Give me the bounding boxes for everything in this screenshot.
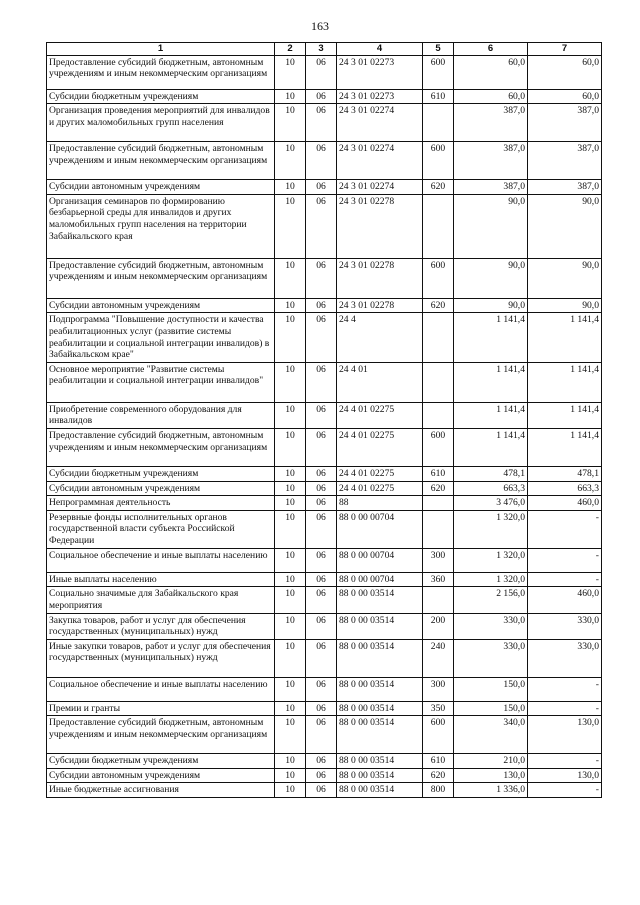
subsection-code-cell: 06 xyxy=(306,142,337,180)
expense-type-cell: 200 xyxy=(423,613,454,639)
item-name-cell: Предоставление субсидий бюджетным, автономным учреждениям и иным некоммерческим организациям xyxy=(47,716,275,754)
amount-cell: 330,0 xyxy=(454,613,528,639)
amount-cell: 1 320,0 xyxy=(454,510,528,548)
section-code-cell: 10 xyxy=(275,298,306,313)
expense-type-cell xyxy=(423,587,454,613)
amount-cell: - xyxy=(528,548,602,572)
section-code-cell: 10 xyxy=(275,496,306,511)
target-article-cell: 24 4 01 02275 xyxy=(337,402,423,428)
subsection-code-cell: 06 xyxy=(306,402,337,428)
item-name-cell: Социальное обеспечение и иные выплаты населению xyxy=(47,548,275,572)
amount-cell: 60,0 xyxy=(528,89,602,104)
amount-cell: 90,0 xyxy=(528,298,602,313)
item-name-cell: Субсидии бюджетным учреждениям xyxy=(47,754,275,769)
table-row xyxy=(47,677,602,701)
section-code-cell: 10 xyxy=(275,362,306,402)
section-code-cell: 10 xyxy=(275,754,306,769)
target-article-cell: 24 3 01 02278 xyxy=(337,258,423,298)
section-code-cell: 10 xyxy=(275,313,306,362)
expense-type-cell xyxy=(423,104,454,142)
target-article-cell: 24 3 01 02273 xyxy=(337,55,423,89)
item-name-cell: Закупка товаров, работ и услуг для обеспечения государственных (муниципальных) нужд xyxy=(47,613,275,639)
item-name-cell: Иные выплаты населению xyxy=(47,572,275,587)
expense-type-cell: 600 xyxy=(423,428,454,466)
amount-cell: 387,0 xyxy=(454,180,528,195)
target-article-cell: 24 3 01 02273 xyxy=(337,89,423,104)
item-name-cell: Субсидии бюджетным учреждениям xyxy=(47,466,275,481)
amount-cell: 60,0 xyxy=(454,89,528,104)
expense-type-cell xyxy=(423,313,454,362)
section-code-cell: 10 xyxy=(275,194,306,258)
subsection-code-cell: 06 xyxy=(306,180,337,195)
expense-type-cell xyxy=(423,194,454,258)
expense-type-cell: 350 xyxy=(423,701,454,716)
item-name-cell: Предоставление субсидий бюджетным, автономным учреждениям и иным некоммерческим организациям xyxy=(47,142,275,180)
table-row xyxy=(47,466,602,481)
section-code-cell: 10 xyxy=(275,104,306,142)
amount-cell: 60,0 xyxy=(454,55,528,89)
budget-table xyxy=(46,42,602,798)
section-code-cell: 10 xyxy=(275,639,306,677)
subsection-code-cell: 06 xyxy=(306,701,337,716)
subsection-code-cell: 06 xyxy=(306,55,337,89)
expense-type-cell: 300 xyxy=(423,548,454,572)
target-article-cell: 24 3 01 02278 xyxy=(337,194,423,258)
amount-cell: 150,0 xyxy=(454,701,528,716)
table-row xyxy=(47,55,602,89)
expense-type-cell: 800 xyxy=(423,783,454,798)
table-row xyxy=(47,496,602,511)
amount-cell: - xyxy=(528,754,602,769)
table-row xyxy=(47,783,602,798)
column-header: 3 xyxy=(306,43,337,56)
target-article-cell: 88 xyxy=(337,496,423,511)
subsection-code-cell: 06 xyxy=(306,481,337,496)
section-code-cell: 10 xyxy=(275,258,306,298)
item-name-cell: Организация семинаров по формированию безбарьерной среды для инвалидов и других маломобильных групп населения на территории Забайкальского края xyxy=(47,194,275,258)
amount-cell: 478,1 xyxy=(528,466,602,481)
item-name-cell: Субсидии автономным учреждениям xyxy=(47,768,275,783)
amount-cell: 1 320,0 xyxy=(454,548,528,572)
section-code-cell: 10 xyxy=(275,548,306,572)
section-code-cell: 10 xyxy=(275,466,306,481)
item-name-cell: Предоставление субсидий бюджетным, автономным учреждениям и иным некоммерческим организациям xyxy=(47,428,275,466)
subsection-code-cell: 06 xyxy=(306,194,337,258)
item-name-cell: Предоставление субсидий бюджетным, автономным учреждениям и иным некоммерческим организациям xyxy=(47,55,275,89)
target-article-cell: 24 4 01 xyxy=(337,362,423,402)
target-article-cell: 24 4 01 02275 xyxy=(337,428,423,466)
item-name-cell: Предоставление субсидий бюджетным, автономным учреждениям и иным некоммерческим организациям xyxy=(47,258,275,298)
expense-type-cell: 600 xyxy=(423,716,454,754)
subsection-code-cell: 06 xyxy=(306,298,337,313)
expense-type-cell: 300 xyxy=(423,677,454,701)
target-article-cell: 88 0 00 03514 xyxy=(337,613,423,639)
amount-cell: 90,0 xyxy=(528,258,602,298)
expense-type-cell: 600 xyxy=(423,142,454,180)
amount-cell: 1 141,4 xyxy=(454,313,528,362)
column-header: 6 xyxy=(454,43,528,56)
target-article-cell: 24 3 01 02274 xyxy=(337,142,423,180)
target-article-cell: 24 3 01 02278 xyxy=(337,298,423,313)
expense-type-cell xyxy=(423,402,454,428)
table-row xyxy=(47,754,602,769)
item-name-cell: Субсидии автономным учреждениям xyxy=(47,298,275,313)
table-row xyxy=(47,548,602,572)
item-name-cell: Социально значимые для Забайкальского края мероприятия xyxy=(47,587,275,613)
amount-cell: 1 141,4 xyxy=(454,362,528,402)
amount-cell: 387,0 xyxy=(528,180,602,195)
subsection-code-cell: 06 xyxy=(306,496,337,511)
amount-cell: 663,3 xyxy=(528,481,602,496)
amount-cell: - xyxy=(528,701,602,716)
target-article-cell: 88 0 00 03514 xyxy=(337,639,423,677)
table-row xyxy=(47,613,602,639)
amount-cell: 90,0 xyxy=(454,298,528,313)
table-header-row xyxy=(47,43,602,56)
table-row xyxy=(47,258,602,298)
subsection-code-cell: 06 xyxy=(306,89,337,104)
amount-cell: - xyxy=(528,572,602,587)
target-article-cell: 88 0 00 03514 xyxy=(337,716,423,754)
item-name-cell: Иные бюджетные ассигнования xyxy=(47,783,275,798)
item-name-cell: Резервные фонды исполнительных органов государственной власти субъекта Российской Федерации xyxy=(47,510,275,548)
section-code-cell: 10 xyxy=(275,768,306,783)
amount-cell: 387,0 xyxy=(528,142,602,180)
amount-cell: 460,0 xyxy=(528,496,602,511)
target-article-cell: 24 3 01 02274 xyxy=(337,180,423,195)
amount-cell: 90,0 xyxy=(454,258,528,298)
amount-cell: 387,0 xyxy=(528,104,602,142)
table-row xyxy=(47,298,602,313)
target-article-cell: 88 0 00 03514 xyxy=(337,754,423,769)
subsection-code-cell: 06 xyxy=(306,258,337,298)
expense-type-cell: 620 xyxy=(423,298,454,313)
subsection-code-cell: 06 xyxy=(306,716,337,754)
section-code-cell: 10 xyxy=(275,572,306,587)
subsection-code-cell: 06 xyxy=(306,313,337,362)
table-row xyxy=(47,768,602,783)
section-code-cell: 10 xyxy=(275,613,306,639)
subsection-code-cell: 06 xyxy=(306,466,337,481)
amount-cell: 1 141,4 xyxy=(528,428,602,466)
item-name-cell: Непрограммная деятельность xyxy=(47,496,275,511)
target-article-cell: 24 4 01 02275 xyxy=(337,466,423,481)
table-row xyxy=(47,701,602,716)
subsection-code-cell: 06 xyxy=(306,783,337,798)
amount-cell: 1 336,0 xyxy=(454,783,528,798)
item-name-cell: Субсидии бюджетным учреждениям xyxy=(47,89,275,104)
section-code-cell: 10 xyxy=(275,510,306,548)
amount-cell: 90,0 xyxy=(528,194,602,258)
amount-cell: 1 141,4 xyxy=(528,313,602,362)
table-row xyxy=(47,313,602,362)
table-row xyxy=(47,362,602,402)
column-header: 5 xyxy=(423,43,454,56)
expense-type-cell: 600 xyxy=(423,258,454,298)
table-row xyxy=(47,104,602,142)
amount-cell: 387,0 xyxy=(454,142,528,180)
table-row xyxy=(47,180,602,195)
amount-cell: 210,0 xyxy=(454,754,528,769)
item-name-cell: Субсидии автономным учреждениям xyxy=(47,481,275,496)
section-code-cell: 10 xyxy=(275,180,306,195)
expense-type-cell: 620 xyxy=(423,768,454,783)
table-row xyxy=(47,428,602,466)
column-header: 1 xyxy=(47,43,275,56)
item-name-cell: Премии и гранты xyxy=(47,701,275,716)
subsection-code-cell: 06 xyxy=(306,677,337,701)
amount-cell: 130,0 xyxy=(528,768,602,783)
item-name-cell: Субсидии автономным учреждениям xyxy=(47,180,275,195)
amount-cell: 330,0 xyxy=(454,639,528,677)
subsection-code-cell: 06 xyxy=(306,754,337,769)
item-name-cell: Организация проведения мероприятий для инвалидов и других маломобильных групп населения xyxy=(47,104,275,142)
amount-cell: 1 141,4 xyxy=(528,362,602,402)
subsection-code-cell: 06 xyxy=(306,362,337,402)
amount-cell: 130,0 xyxy=(528,716,602,754)
amount-cell: 150,0 xyxy=(454,677,528,701)
expense-type-cell: 610 xyxy=(423,754,454,769)
target-article-cell: 88 0 00 03514 xyxy=(337,783,423,798)
amount-cell: 460,0 xyxy=(528,587,602,613)
section-code-cell: 10 xyxy=(275,701,306,716)
amount-cell: 663,3 xyxy=(454,481,528,496)
expense-type-cell xyxy=(423,496,454,511)
expense-type-cell xyxy=(423,510,454,548)
subsection-code-cell: 06 xyxy=(306,428,337,466)
amount-cell: 478,1 xyxy=(454,466,528,481)
column-header: 2 xyxy=(275,43,306,56)
amount-cell: 90,0 xyxy=(454,194,528,258)
target-article-cell: 88 0 00 00704 xyxy=(337,548,423,572)
expense-type-cell: 240 xyxy=(423,639,454,677)
amount-cell: 3 476,0 xyxy=(454,496,528,511)
table-row xyxy=(47,587,602,613)
target-article-cell: 24 3 01 02274 xyxy=(337,104,423,142)
amount-cell: - xyxy=(528,677,602,701)
expense-type-cell: 620 xyxy=(423,481,454,496)
item-name-cell: Приобретение современного оборудования для инвалидов xyxy=(47,402,275,428)
section-code-cell: 10 xyxy=(275,677,306,701)
expense-type-cell: 610 xyxy=(423,466,454,481)
amount-cell: 130,0 xyxy=(454,768,528,783)
expense-type-cell: 610 xyxy=(423,89,454,104)
subsection-code-cell: 06 xyxy=(306,104,337,142)
subsection-code-cell: 06 xyxy=(306,572,337,587)
table-row xyxy=(47,89,602,104)
section-code-cell: 10 xyxy=(275,587,306,613)
item-name-cell: Подпрограмма "Повышение доступности и качества реабилитационных услуг (развитие системы реабилитации и социальной интеграции инвалидов) в Забайкальском крае" xyxy=(47,313,275,362)
item-name-cell: Социальное обеспечение и иные выплаты населению xyxy=(47,677,275,701)
amount-cell: 1 141,4 xyxy=(528,402,602,428)
target-article-cell: 88 0 00 00704 xyxy=(337,572,423,587)
table-row xyxy=(47,194,602,258)
section-code-cell: 10 xyxy=(275,55,306,89)
table-row xyxy=(47,142,602,180)
target-article-cell: 88 0 00 00704 xyxy=(337,510,423,548)
amount-cell: 2 156,0 xyxy=(454,587,528,613)
column-header: 7 xyxy=(528,43,602,56)
subsection-code-cell: 06 xyxy=(306,768,337,783)
item-name-cell: Основное мероприятие "Развитие системы реабилитации и социальной интеграции инвалидов" xyxy=(47,362,275,402)
amount-cell: 1 141,4 xyxy=(454,428,528,466)
table-row xyxy=(47,639,602,677)
section-code-cell: 10 xyxy=(275,481,306,496)
amount-cell: - xyxy=(528,783,602,798)
amount-cell: 330,0 xyxy=(528,613,602,639)
subsection-code-cell: 06 xyxy=(306,639,337,677)
column-header: 4 xyxy=(337,43,423,56)
subsection-code-cell: 06 xyxy=(306,613,337,639)
amount-cell: 1 141,4 xyxy=(454,402,528,428)
target-article-cell: 24 4 xyxy=(337,313,423,362)
amount-cell: 330,0 xyxy=(528,639,602,677)
table-row xyxy=(47,402,602,428)
section-code-cell: 10 xyxy=(275,783,306,798)
subsection-code-cell: 06 xyxy=(306,548,337,572)
table-row xyxy=(47,510,602,548)
amount-cell: 60,0 xyxy=(528,55,602,89)
item-name-cell: Иные закупки товаров, работ и услуг для обеспечения государственных (муниципальных) нужд xyxy=(47,639,275,677)
subsection-code-cell: 06 xyxy=(306,587,337,613)
expense-type-cell: 620 xyxy=(423,180,454,195)
target-article-cell: 24 4 01 02275 xyxy=(337,481,423,496)
section-code-cell: 10 xyxy=(275,716,306,754)
expense-type-cell: 600 xyxy=(423,55,454,89)
amount-cell: 387,0 xyxy=(454,104,528,142)
table-body xyxy=(47,55,602,797)
target-article-cell: 88 0 00 03514 xyxy=(337,587,423,613)
amount-cell: - xyxy=(528,510,602,548)
expense-type-cell: 360 xyxy=(423,572,454,587)
section-code-cell: 10 xyxy=(275,402,306,428)
table-row xyxy=(47,572,602,587)
amount-cell: 1 320,0 xyxy=(454,572,528,587)
target-article-cell: 88 0 00 03514 xyxy=(337,768,423,783)
section-code-cell: 10 xyxy=(275,89,306,104)
subsection-code-cell: 06 xyxy=(306,510,337,548)
target-article-cell: 88 0 00 03514 xyxy=(337,701,423,716)
section-code-cell: 10 xyxy=(275,142,306,180)
expense-type-cell xyxy=(423,362,454,402)
table-row xyxy=(47,481,602,496)
page-number: 163 xyxy=(311,19,329,33)
section-code-cell: 10 xyxy=(275,428,306,466)
target-article-cell: 88 0 00 03514 xyxy=(337,677,423,701)
amount-cell: 340,0 xyxy=(454,716,528,754)
table-row xyxy=(47,716,602,754)
